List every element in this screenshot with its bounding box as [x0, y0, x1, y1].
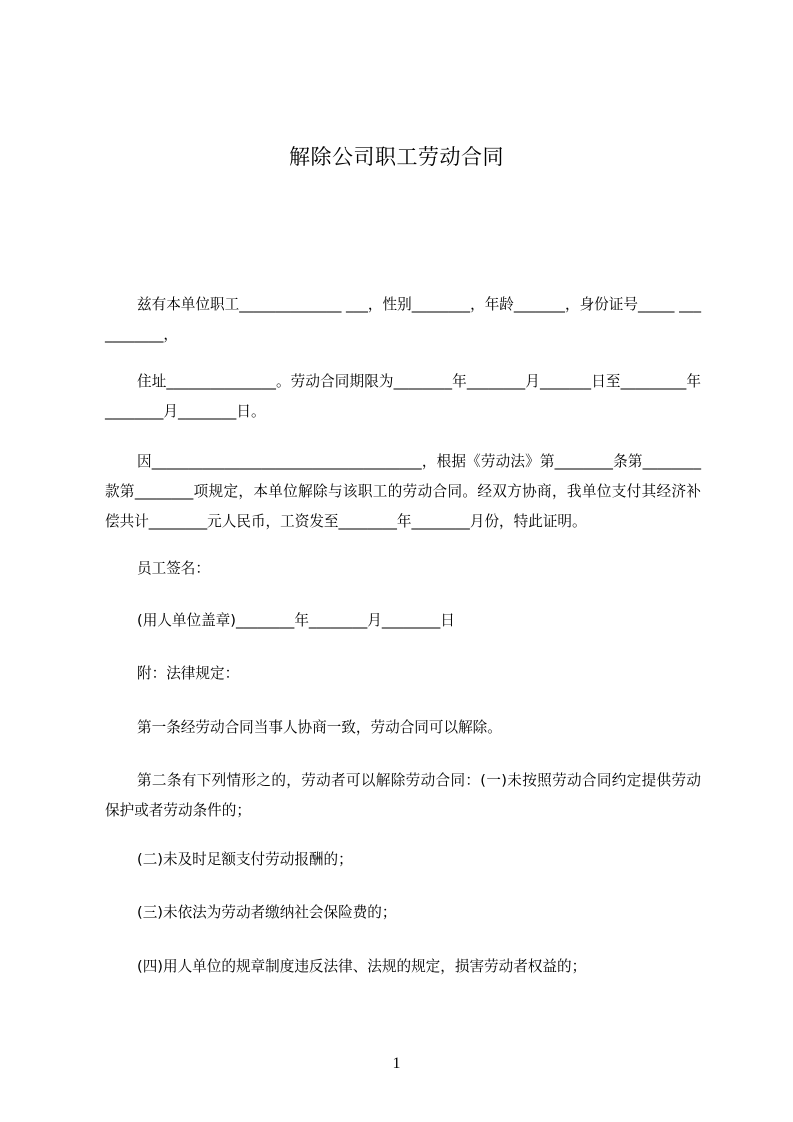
- paragraph-employer-seal-date: (用人单位盖章)________年________月________日: [137, 612, 455, 629]
- document-title: 解除公司职工劳动合同: [289, 145, 504, 169]
- paragraph-employee-signature: 员工签名：: [137, 560, 210, 577]
- paragraph-item-2: (二)未及时足额支付劳动报酬的；: [137, 851, 353, 868]
- page-number: 1: [392, 1055, 401, 1072]
- paragraph-employee-info: 兹有本单位职工______________ ___，性别________，年龄_______，身份证号_____ ___________，: [105, 296, 701, 343]
- paragraph-address-term: 住址_______________。劳动合同期限为________年________月_______日至_________年________月________日。: [105, 373, 701, 420]
- paragraph-item-4: (四)用人单位的规章制度违反法律、法规的规定，损害劳动者权益的；: [137, 958, 587, 975]
- paragraph-article-1: 第一条经劳动合同当事人协商一致，劳动合同可以解除。: [137, 719, 502, 736]
- paragraph-item-3: (三)未依法为劳动者缴纳社会保险费的；: [137, 904, 397, 921]
- paragraph-appendix-heading: 附：法律规定：: [137, 665, 240, 682]
- paragraph-termination-reason: 因_____________________________________，根据《劳动法》第________条第________款第________项规定，本单位解除与该职工的劳动合同。经双方协商，我单位支付其经济补偿共计________元人民币，工资发至________年________月份，特此证明。: [105, 453, 701, 530]
- paragraph-article-2: 第二条有下列情形之的，劳动者可以解除劳动合同：(一)未按照劳动合同约定提供劳动保护或者劳动条件的；: [105, 772, 701, 819]
